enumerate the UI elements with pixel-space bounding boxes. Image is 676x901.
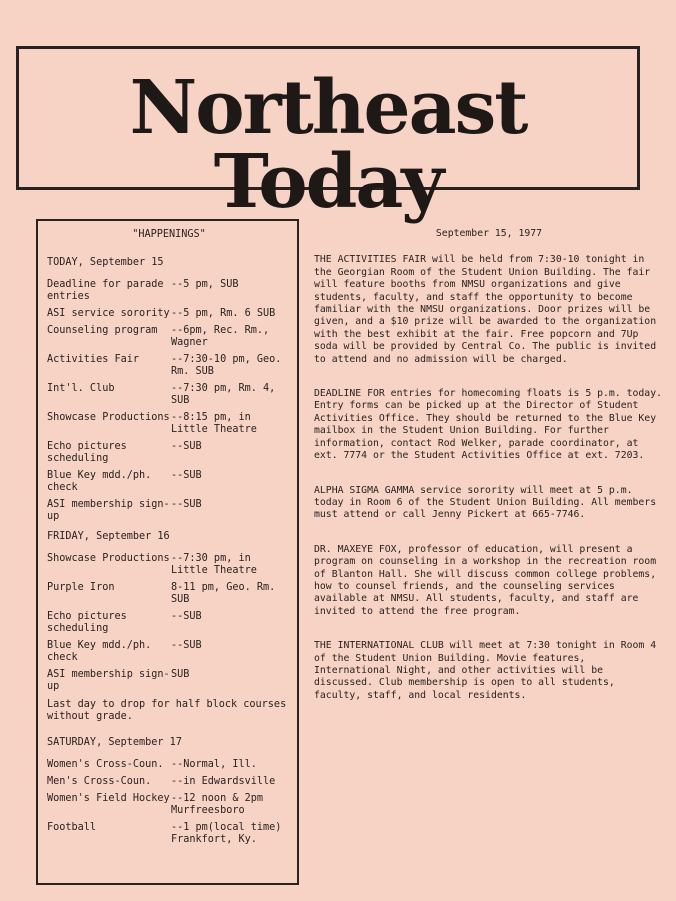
issue-date: September 15, 1977: [435, 228, 543, 239]
event-time: --7:30-10 pm, Geo. Rm. SUB: [171, 354, 282, 377]
event-row: [47, 325, 291, 349]
event-name: Activities Fair: [47, 354, 140, 365]
event-name: Echo pictures scheduling: [47, 611, 127, 634]
event-time: --5 pm, SUB: [171, 279, 239, 290]
happenings-title: "HAPPENINGS": [132, 229, 206, 240]
news-item-international-club: THE INTERNATIONAL CLUB will meet at 7:30 tonight in Room 4 of the Student Union Building. Movie features, International Night, and other activities will be discussed. Club membership is open to all students, faculty, staff, and local residents.: [314, 640, 657, 701]
day-heading: SATURDAY, September 17: [47, 737, 182, 748]
event-name: Women's Cross-Coun.: [47, 759, 164, 770]
event-time: --Normal, Ill.: [171, 759, 257, 770]
event-name: ASI membership sign-up: [47, 669, 170, 692]
news-item-float-deadline: DEADLINE FOR entries for homecoming floats is 5 p.m. today. Entry forms can be picked up at the Director of Student Activities Office. They should be returned to the Blue Key mailbox in the Student Union Building. For further information, contact Rod Welker, parade coordinator, at ext. 7774 or the Student Activities Office at ext. 7203.: [314, 388, 662, 462]
happenings-box: [36, 219, 299, 885]
event-time: --7:30 pm, Rm. 4, SUB: [171, 383, 276, 406]
event-name: Football: [47, 822, 97, 833]
event-row: [47, 499, 291, 523]
drop-deadline-note: Last day to drop for half block courses without grade.: [47, 699, 287, 722]
event-row: [47, 470, 291, 494]
event-row: [47, 308, 291, 320]
event-name: Counseling program: [47, 325, 158, 336]
event-row: [47, 611, 291, 635]
event-name: ASI membership sign-up: [47, 499, 170, 522]
event-name: Showcase Productions: [47, 412, 170, 423]
event-name: Men's Cross-Coun.: [47, 776, 152, 787]
event-time: --6pm, Rec. Rm., Wagner: [171, 325, 270, 348]
event-row: [47, 383, 291, 407]
event-time: --SUB: [171, 499, 202, 510]
event-row: [47, 759, 291, 771]
newspaper-title: Northeast Today: [129, 65, 527, 225]
event-name: Blue Key mdd./ph. check: [47, 470, 152, 493]
event-name: Deadline for parade entries: [47, 279, 164, 302]
event-name: Women's Field Hockey: [47, 793, 170, 804]
event-time: SUB: [171, 669, 190, 680]
event-time: 8-11 pm, Geo. Rm. SUB: [171, 582, 276, 605]
news-item-activities-fair: THE ACTIVITIES FAIR will be held from 7:30-10 tonight in the Georgian Room of the Student Union Building. The fair will feature booths from NMSU organizations and give students, faculty, and staff the opportunity to become familiar with the NMSU organizations. Door prizes will be given, and a $10 prize will be awarded to the organization with the best exhibit at the fair. Free popcorn and 7Up soda will be provided by Central Co. The public is invited to attend and no admission will be charged.: [314, 254, 657, 365]
event-row: [47, 354, 291, 378]
event-row: [47, 640, 291, 664]
event-time: --12 noon & 2pm Murfreesboro: [171, 793, 264, 816]
event-name: ASI service sorority: [47, 308, 170, 319]
day-heading: FRIDAY, September 16: [47, 531, 170, 542]
event-name: Blue Key mdd./ph. check: [47, 640, 152, 663]
event-time: --8:15 pm, in Little Theatre: [171, 412, 257, 435]
event-row: [47, 669, 291, 693]
event-row: [47, 412, 291, 436]
news-column: [314, 222, 664, 724]
event-name: Showcase Productions: [47, 553, 170, 564]
event-row: [47, 793, 291, 817]
event-name: Int'l. Club: [47, 383, 115, 394]
event-row: [47, 822, 291, 846]
news-item-alpha-sigma-gamma: ALPHA SIGMA GAMMA service sorority will meet at 5 p.m. today in Room 6 of the Student Union Building. All members must attend or call Jenny Pickert at 665-7746.: [314, 484, 657, 521]
event-time: --SUB: [171, 640, 202, 651]
event-row: [47, 553, 291, 577]
event-time: --SUB: [171, 611, 202, 622]
day-heading: TODAY, September 15: [47, 257, 164, 268]
event-row: [47, 582, 291, 606]
event-row: [47, 441, 291, 465]
masthead-box: [16, 46, 640, 225]
event-time: --in Edwardsville: [171, 776, 276, 787]
event-name: Echo pictures scheduling: [47, 441, 127, 464]
event-time: --5 pm, Rm. 6 SUB: [171, 308, 276, 319]
event-name: Purple Iron: [47, 582, 115, 593]
event-row: [47, 279, 291, 303]
event-time: --7:30 pm, in Little Theatre: [171, 553, 257, 576]
news-item-counseling-program: DR. MAXEYE FOX, professor of education, will present a program on counseling in a workshop in the recreation room of Blanton Hall. She will discuss common college problems, how to counsel friends, and the counseling services available at NMSU. All students, faculty, and staff are invited to attend the free program.: [314, 543, 657, 617]
event-time: --1 pm(local time) Frankfort, Ky.: [171, 822, 282, 845]
event-time: --SUB: [171, 470, 202, 481]
event-row: [47, 776, 291, 788]
event-time: --SUB: [171, 441, 202, 452]
